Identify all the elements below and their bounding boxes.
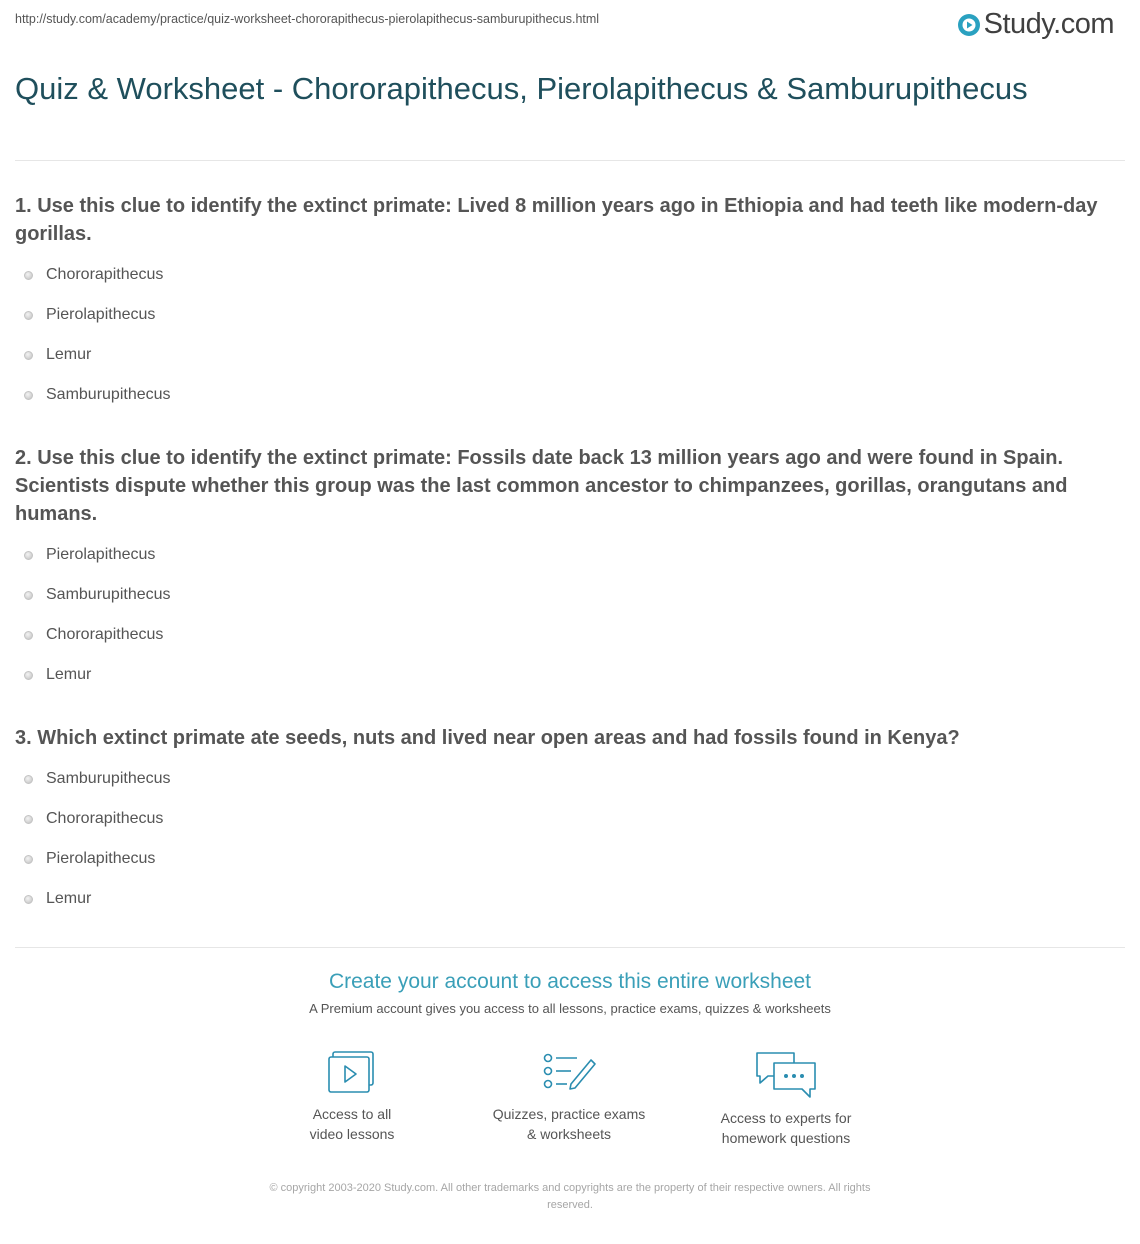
radio-button[interactable]: [24, 775, 33, 784]
question-3-option-1[interactable]: [24, 769, 171, 789]
logo-text: Study.com: [983, 8, 1114, 40]
page-title: Quiz & Worksheet - Chororapithecus, Pierolapithecus & Samburupithecus: [15, 71, 1028, 106]
question-3-option-2[interactable]: [24, 809, 163, 829]
radio-button[interactable]: [24, 591, 33, 600]
question-3-option-3[interactable]: [24, 849, 155, 869]
radio-button[interactable]: [24, 895, 33, 904]
option-label: Pierolapithecus: [46, 850, 156, 867]
question-3-text: 3. Which extinct primate ate seeds, nuts and lived near open areas and had fossils found in Kenya?: [15, 727, 960, 749]
option-label: Samburupithecus: [46, 586, 171, 603]
quiz-checklist-icon: [541, 1050, 597, 1096]
feature-label-line2: homework questions: [721, 1130, 851, 1146]
question-1-option-1[interactable]: [24, 265, 163, 285]
radio-button[interactable]: [24, 391, 33, 400]
radio-button[interactable]: [24, 631, 33, 640]
radio-button[interactable]: [24, 311, 33, 320]
question-1-option-2[interactable]: [24, 305, 155, 325]
video-lessons-icon: [326, 1050, 378, 1096]
chat-bubbles-icon: [754, 1050, 818, 1100]
option-label: Chororapithecus: [46, 266, 164, 283]
radio-button[interactable]: [24, 271, 33, 280]
feature-label-line2: video lessons: [309, 1126, 395, 1142]
feature-label-line1: Access to all: [312, 1106, 392, 1122]
option-label: Lemur: [46, 666, 92, 683]
question-1-option-3[interactable]: [24, 345, 91, 365]
copyright-footer: [200, 1180, 940, 1214]
section-divider: [15, 947, 1125, 948]
cta-subtitle: A Premium account gives you access to all lessons, practice exams, quizzes & worksheets: [309, 1001, 831, 1016]
create-account-link[interactable]: Create your account to access this entire worksheet: [328, 970, 812, 993]
radio-button[interactable]: [24, 551, 33, 560]
option-label: Lemur: [46, 890, 92, 907]
option-label: Samburupithecus: [46, 770, 171, 787]
feature-label-line2: & worksheets: [526, 1126, 612, 1142]
radio-button[interactable]: [24, 671, 33, 680]
feature-quizzes: [469, 1050, 669, 1144]
question-2-option-1[interactable]: [24, 545, 155, 565]
question-3-option-4[interactable]: [24, 889, 91, 909]
question-2-option-2[interactable]: [24, 585, 171, 605]
option-label: Samburupithecus: [46, 386, 171, 403]
radio-button[interactable]: [24, 855, 33, 864]
question-1-option-4[interactable]: [24, 385, 171, 405]
page-url: http://study.com/academy/practice/quiz-worksheet-chororapithecus-pierolapithecus-samburupithecus.html: [15, 12, 600, 26]
question-1-text: 1. Use this clue to identify the extinct primate: Lived 8 million years ago in Ethiopia and had teeth like modern-day gorillas.: [15, 195, 1098, 245]
option-label: Pierolapithecus: [46, 306, 156, 323]
option-label: Lemur: [46, 346, 92, 363]
study-com-logo[interactable]: [957, 8, 1114, 41]
feature-video-lessons: [252, 1050, 452, 1144]
question-2-option-3[interactable]: [24, 625, 163, 645]
feature-experts: [686, 1050, 886, 1148]
question-2-text: 2. Use this clue to identify the extinct primate: Fossils date back 13 million years ago and were found in Spain. Scientists dispute whether this group was the last common ancestor to chimpanzees, gorillas, orangutans and humans.: [15, 447, 1068, 525]
footer-line2: reserved.: [547, 1199, 593, 1211]
option-label: Chororapithecus: [46, 810, 164, 827]
radio-button[interactable]: [24, 815, 33, 824]
question-2-option-4[interactable]: [24, 665, 91, 685]
radio-button[interactable]: [24, 351, 33, 360]
play-logo-icon: [957, 13, 981, 37]
option-label: Pierolapithecus: [46, 546, 156, 563]
footer-line1: © copyright 2003-2020 Study.com. All other trademarks and copyrights are the property of their respective owners. All rights: [269, 1182, 871, 1194]
feature-label-line1: Access to experts for: [720, 1110, 852, 1126]
feature-label-line1: Quizzes, practice exams: [492, 1106, 646, 1122]
title-divider: [15, 160, 1125, 161]
option-label: Chororapithecus: [46, 626, 164, 643]
